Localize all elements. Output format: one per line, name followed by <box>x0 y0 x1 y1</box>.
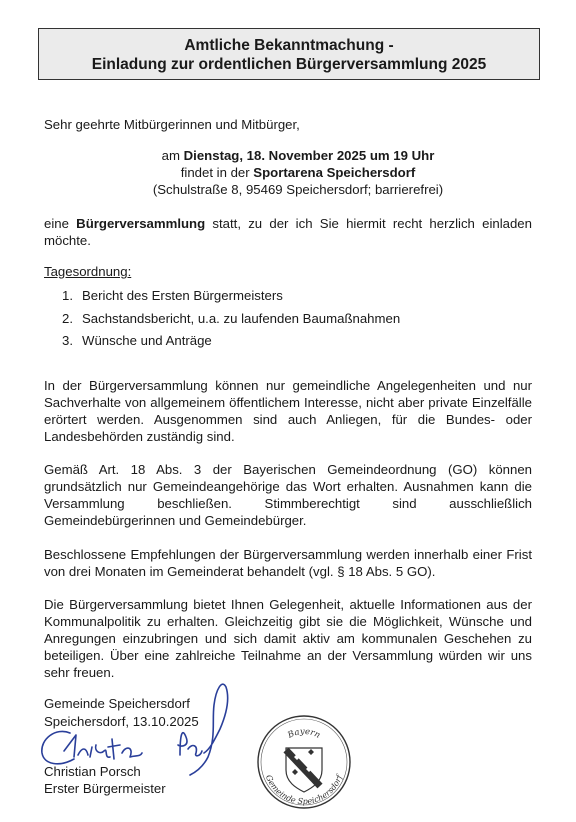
event-date-line: am Dienstag, 18. November 2025 um 19 Uhr <box>161 148 435 163</box>
signoff-role: Erster Bürgermeister <box>44 781 166 796</box>
title-line-2: Einladung zur ordentlichen Bürgerversammlung 2025 <box>91 56 487 73</box>
event-venue-line: findet in der Sportarena Speichersdorf <box>180 165 416 180</box>
invite-paragraph: eine Bürgerversammlung statt, zu der ich Sie hiermit recht herzlich einladen möchte. <box>44 216 532 248</box>
signoff-org: Gemeinde Speichersdorf <box>44 696 190 711</box>
signoff-name: Christian Porsch <box>44 764 141 779</box>
svg-text:Bayern <box>285 727 321 741</box>
paragraph-2: Gemäß Art. 18 Abs. 3 der Bayerischen Gemeindeordnung (GO) können grundsätzlich nur Gemeindeangehörige das Wort erhalten. Ausnahmen kann die Versammlung beschließen. Stimmberechtigt sind ausschließlich Gemeindebürgerinnen und Gemeindebürger. <box>44 462 532 528</box>
seal-shield-icon <box>286 748 322 792</box>
event-date: Dienstag, 18. November 2025 um 19 Uhr <box>183 148 435 163</box>
agenda-list <box>62 288 400 356</box>
seal-bottom-text: Gemeinde Speichersdorf <box>263 773 344 807</box>
paragraph-1: In der Bürgerversammlung können nur gemeindliche Angelegenheiten und nur Sachverhalte von allgemeinem öffentlichem Interesse, nicht aber private Einzelfälle erörtert werden. Ausgenommen sind auch Anliegen, für die Bundes- oder Landesbehörden zuständig sind. <box>44 378 532 444</box>
agenda-item: 2. Sachstandsbericht, u.a. zu laufenden Baumaßnahmen <box>62 310 401 326</box>
greeting: Sehr geehrte Mitbürgerinnen und Mitbürger, <box>44 117 300 132</box>
municipal-seal <box>254 712 354 812</box>
event-address: (Schulstraße 8, 95469 Speichersdorf; barrierefrei) <box>152 182 444 197</box>
document-title-box <box>38 28 540 80</box>
agenda-item: 3. Wünsche und Anträge <box>62 333 212 348</box>
agenda-item: 1. Bericht des Ersten Bürgermeisters <box>62 288 283 303</box>
paragraph-3: Beschlossene Empfehlungen der Bürgerversammlung werden innerhalb einer Frist von drei Monaten im Gemeinderat behandelt (vgl. § 18 Abs. 5 GO). <box>44 547 532 579</box>
paragraph-4: Die Bürgerversammlung bietet Ihnen Gelegenheit, aktuelle Informationen aus der Kommunalpolitik zu erhalten. Gleichzeitig gibt sie die Möglichkeit, Wünsche und Anregungen einzubringen und sich damit aktiv am kommunalen Geschehen zu beteiligen. Über eine zahlreiche Teilnahme an der Versammlung würden wir uns sehr freuen. <box>44 597 532 680</box>
seal-top-text: Bayern <box>286 726 322 741</box>
event-venue: Sportarena Speichersdorf <box>253 165 416 180</box>
invite-bold: Bürgerversammlung <box>76 216 206 231</box>
title-line-1: Amtliche Bekanntmachung - <box>184 37 394 54</box>
signoff-name-block <box>44 763 166 797</box>
agenda-heading: Tagesordnung: <box>44 264 132 279</box>
signoff-place-date: Speichersdorf, 13.10.2025 <box>44 714 199 729</box>
